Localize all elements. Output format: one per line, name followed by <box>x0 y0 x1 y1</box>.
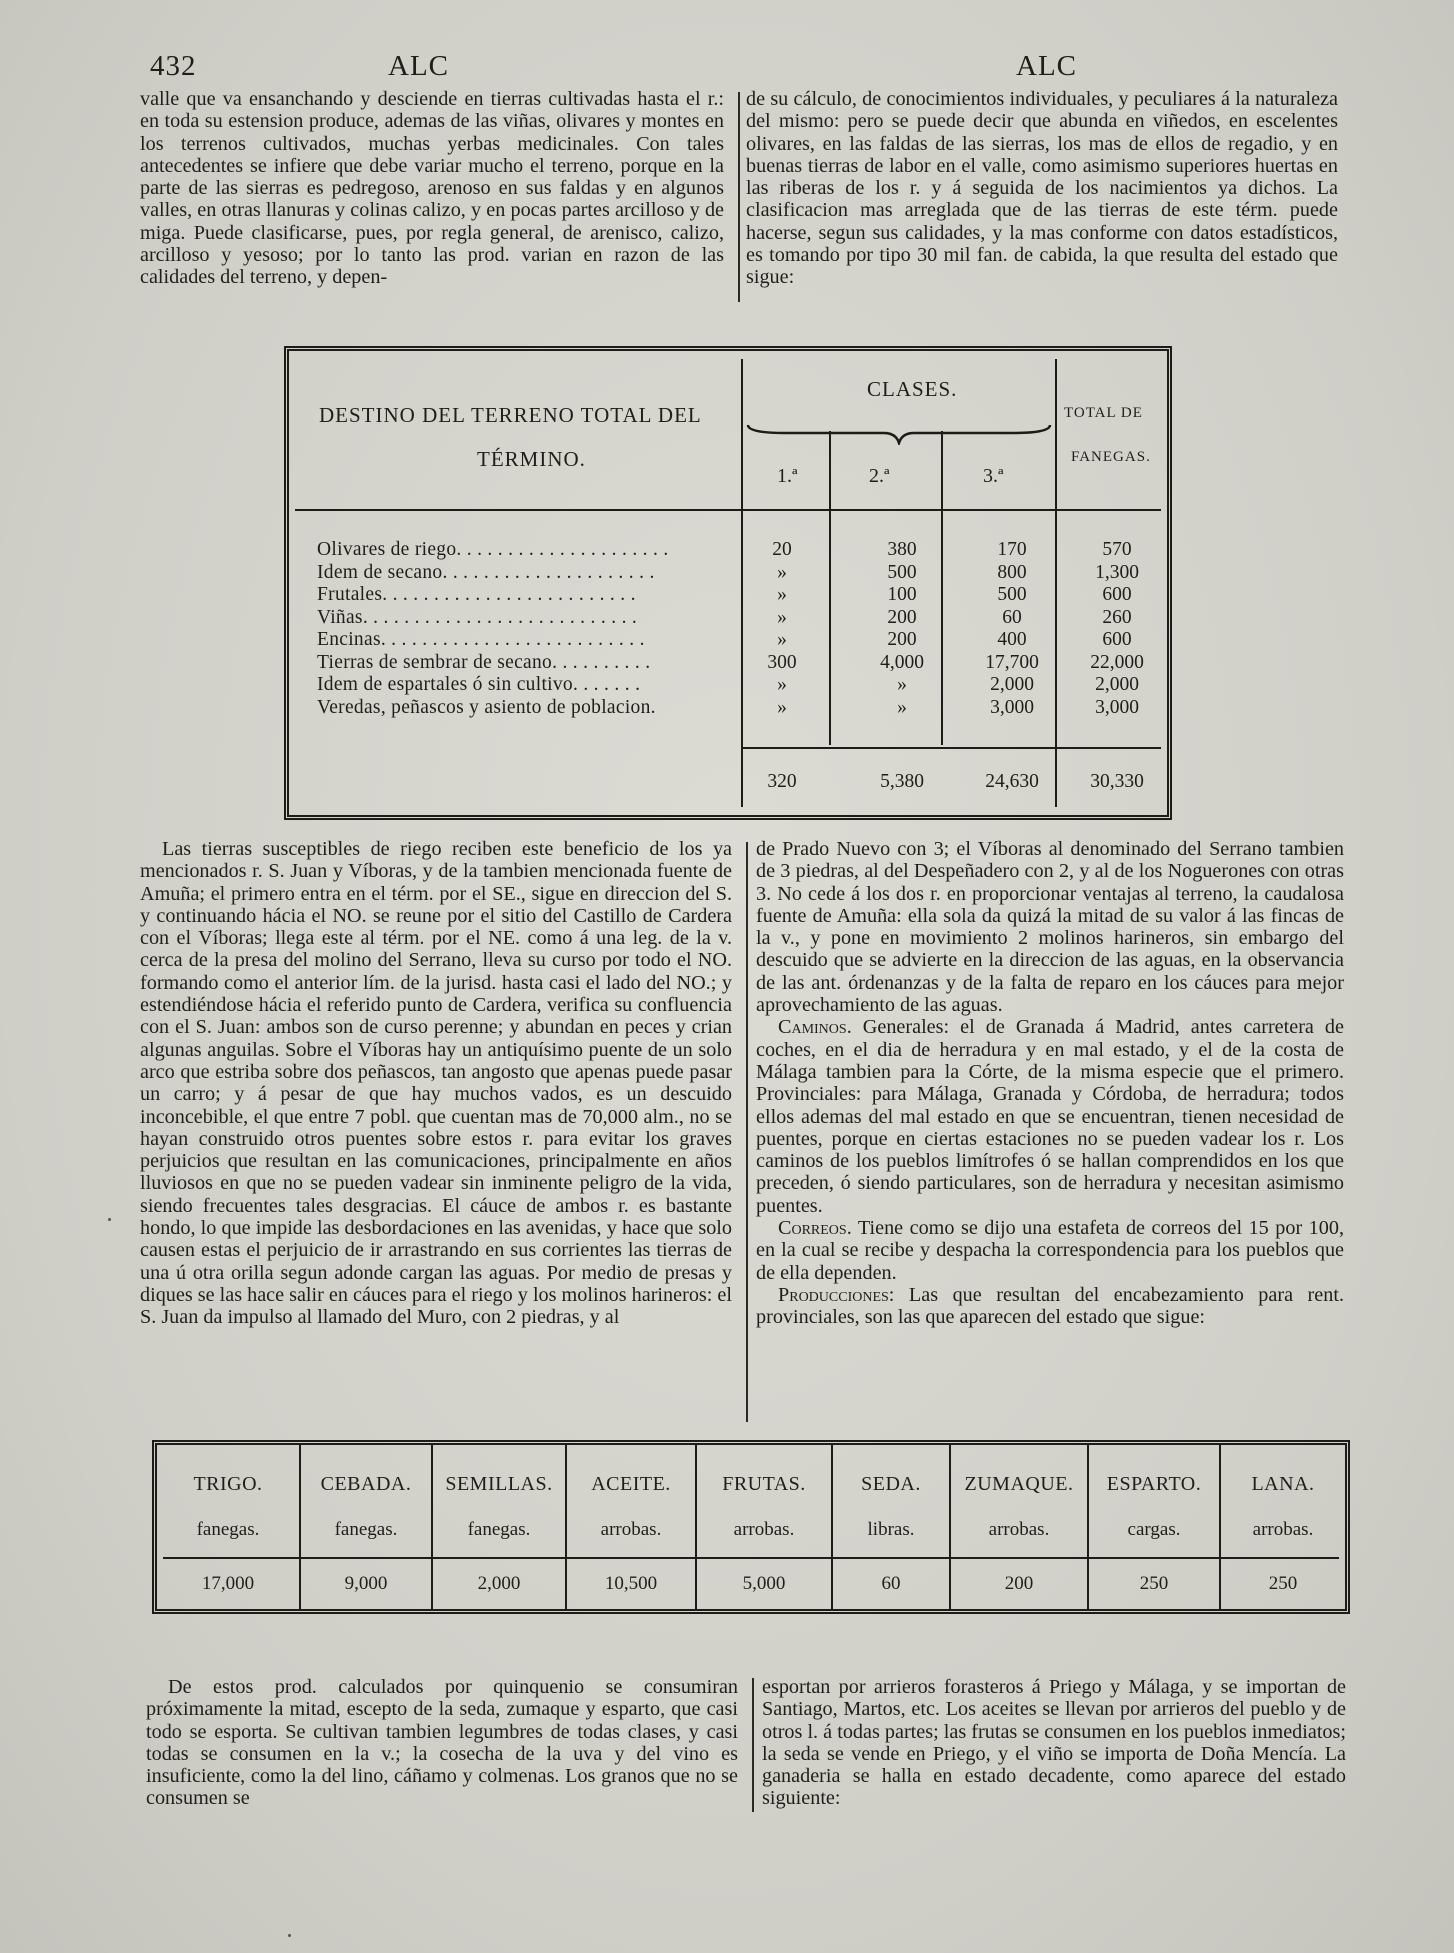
class-1-value: » <box>777 584 787 605</box>
class-2-value: 4,000 <box>880 651 924 673</box>
class-3-total: 24,630 <box>985 771 1039 792</box>
products-table <box>152 1440 1350 1614</box>
product-unit: fanegas. <box>334 1519 398 1540</box>
product-name: ZUMAQUE. <box>964 1473 1074 1495</box>
totals-row <box>317 771 1159 795</box>
producciones-text: Las que resultan del encabezamiento para rent. provinciales, son las que aparecen del estado que sigue: <box>756 1283 1344 1329</box>
product-value: 2,000 <box>477 1573 521 1594</box>
class-2-value: 200 <box>887 606 917 628</box>
product-name: ESPARTO. <box>1106 1473 1202 1495</box>
termino-heading: TÉRMINO. <box>477 447 586 471</box>
middle-right-column <box>756 838 1344 1329</box>
product-name: SEMILLAS. <box>445 1473 553 1495</box>
caminos-heading: Caminos. <box>778 1016 852 1039</box>
class-1-value: » <box>777 629 787 650</box>
top-left-column <box>140 88 724 289</box>
class-1-value: » <box>777 561 787 583</box>
table-row <box>317 562 1159 585</box>
top-right-paragraph: de su cálculo, de conocimientos individuales, y peculiares á la naturaleza del mismo: pero se puede decir que abunda en viñedos, en escelentes olivares, en las faldas de las sierras, los mas de ellos de regadio, y en buenas tierras de labor en el valle, como asimismo superiores huertas en las riberas de los r. y á seguida de los nacimientos ya dichos. La clasificacion mas arreglada que de las tierras de este térm. puede hacerse, segun sus calidades, y la mas conforme con datos estadísticos, es tomando por tipo 30 mil fan. de cabida, la que resulta del estado que sigue: <box>746 88 1338 289</box>
class-3-value: 60 <box>1002 606 1022 628</box>
fanegas-heading: FANEGAS. <box>1071 449 1151 465</box>
mills-paragraph: de Prado Nuevo con 3; el Víboras al denominado del Serrano tambien de 3 piedras, al del Despeñadero con 2, y al de los Noguerones con otras 3. No cede á los dos r. en proporcionar ventajas al terreno, la caudalosa fuente de Amuña: ella sola da quizá la mitad de su valor á las fincas de la v., y pone en movimiento 2 molinos harineros, sin embargo del descuido que se advierte en la direccion de las aguas, en la observancia de las ant. órdenanzas y de la falta de reparo en los cáuces para mejor aprovechamiento de las aguas. <box>756 838 1344 1017</box>
running-head-left: ALC <box>388 50 449 82</box>
row-label: Olivares de riego. . . . . . . . . . . . . . . . . . . . . <box>317 539 669 560</box>
product-column <box>1221 1445 1345 1609</box>
class-3-value: 17,700 <box>985 651 1039 673</box>
page-number: 432 <box>150 50 197 82</box>
producciones-heading: Producciones: <box>778 1283 895 1306</box>
table-row <box>317 539 1159 562</box>
rivers-paragraph: Las tierras susceptibles de riego reciben este beneficio de los ya mencionados r. S. Juan y Víboras, y de la tambien mencionada fuente de Amuña; el primero entra en el térm. por el SE., sigue en direccion del S. y continuando hácia el NO. se reune por el sitio del Castillo de Cardera con el Víboras; llega este al térm. por el NE. como á una leg. de la v. cerca de la presa del molino del Serrano, lleva su curso por todo el NO. formando como el anterior lím. de la jurisd. hasta casi el lado del NO.; y estendiéndose hácia el referido punto de Cardera, verifica su confluencia con el S. Juan: ambos son de curso perenne; y abundan en peces y crian algunas anguilas. Sobre el Víboras hay un antiquísimo puente de un solo arco que estriba sobre dos peñascos, tan angosto que apenas puede pasar un carro; y á pesar de que hay muchos vados, es un descuido inconcebible, el que entre 7 pobl. que cuentan mas de 70,000 alm., no se hayan construido otros puentes sobre estos r. para evitar los graves perjuicios que resultan en las comunicaciones, principalmente en años lluviosos en que no se pueden vadear sin inminente peligro de la vida, siendo frecuentes tales desgracias. El cáuce de ambos r. es bastante hondo, lo que impide las desbordaciones en las avenidas, y hace que solo causen estas el perjuicio de ir arrastrando en sus corrientes las tierras de una ú otra orilla segun adonde cargan las aguas. Por medio de presas y diques se las hace salir en cáuces para el riego y los molinos harineros: el S. Juan da impulso al llamado del Muro, con 2 piedras, y al <box>140 838 732 1329</box>
table-row <box>317 697 1159 720</box>
caminos-text: Generales: el de Granada á Madrid, antes carretera de coches, en el dia de herradura y en mal estado, y el de la costa de Málaga tambien para la Córte, de la misma especie que el primero. Provinciales: para Málaga, Granada y Córdoba, de herradura; todos ellos ademas del mal estado en que se encuentran, tienen necesidad de puentes, porque en ciertas estaciones no se pueden vadear los r. Los caminos de los pueblos limítrofes ó se hallan comprendidos en los que preceden, ó siendo particulares, son de herradura y necesitan asimismo puentes. <box>756 1016 1344 1217</box>
destino-heading: DESTINO DEL TERRENO TOTAL DEL <box>319 403 702 427</box>
class-2-value: 100 <box>887 584 917 605</box>
bottom-left-column <box>146 1676 738 1810</box>
column-divider-middle <box>746 842 748 1422</box>
table-row <box>317 652 1159 675</box>
total-heading: TOTAL DE <box>1064 405 1143 421</box>
row-total: 1,300 <box>1095 561 1139 583</box>
row-total: 260 <box>1102 606 1132 628</box>
ink-speck <box>108 1218 111 1221</box>
product-column <box>951 1445 1089 1609</box>
product-name: FRUTAS. <box>722 1473 806 1495</box>
row-total: 600 <box>1102 584 1132 605</box>
clases-heading: CLASES. <box>867 377 958 401</box>
product-value: 9,000 <box>344 1573 388 1594</box>
product-name: TRIGO. <box>193 1473 263 1495</box>
table-row <box>317 629 1159 652</box>
running-head-right: ALC <box>1016 50 1077 82</box>
class-3-value: 2,000 <box>990 674 1034 695</box>
class-1-value: » <box>777 674 787 695</box>
top-left-paragraph: valle que va ensanchando y desciende en tierras cultivadas hasta el r.: en toda su estension produce, ademas de las viñas, olivares y montes en los terrenos cultivados, muchas yerbas medicinales. Con tales antecedentes se infiere que debe variar mucho el terreno, porque en la parte de las sierras es pedregoso, arenoso en sus faldas y en algunos valles, en otras llanuras y colinas calizo, y en pocas partes arcilloso y de miga. Puede clasificarse, pues, por regla general, de arenisco, calizo, arcilloso y yesoso; por lo tanto las prod. varian en razon de las calidades del terreno, y depen- <box>140 88 724 289</box>
product-value: 17,000 <box>201 1573 255 1594</box>
table-row <box>317 674 1159 697</box>
product-value: 10,500 <box>604 1573 658 1594</box>
class-1-heading: 1.ª <box>777 465 798 487</box>
product-unit: arrobas. <box>600 1519 662 1540</box>
top-right-column <box>746 88 1338 289</box>
table-rule <box>741 747 1161 749</box>
table-row <box>317 607 1159 630</box>
product-name: LANA. <box>1251 1473 1315 1495</box>
row-total: 22,000 <box>1090 651 1144 673</box>
row-label: Idem de espartales ó sin cultivo. . . . . . . <box>317 674 641 695</box>
brace-icon <box>744 421 1054 445</box>
class-2-heading: 2.ª <box>869 465 890 487</box>
row-total: 2,000 <box>1095 674 1139 695</box>
product-value: 60 <box>881 1573 901 1594</box>
product-unit: arrobas. <box>1252 1519 1314 1540</box>
product-name: SEDA. <box>861 1473 921 1495</box>
class-3-value: 400 <box>997 629 1027 650</box>
table-rule <box>295 509 1161 511</box>
class-1-total: 320 <box>767 771 797 792</box>
product-name: CEBADA. <box>320 1473 412 1495</box>
correos-text: Tiene como se dijo una estafeta de correos del 15 por 100, en la cual se recibe y despacha la correspondencia para los pueblos que de ella dependen. <box>756 1217 1344 1284</box>
row-total: 3,000 <box>1095 696 1139 718</box>
product-column <box>157 1445 301 1609</box>
product-unit: cargas. <box>1127 1519 1181 1540</box>
row-label: Viñas. . . . . . . . . . . . . . . . . . . . . . . . . . . <box>317 606 638 628</box>
product-value: 5,000 <box>742 1573 786 1594</box>
column-divider-bottom <box>752 1678 754 1812</box>
row-label: Encinas. . . . . . . . . . . . . . . . . . . . . . . . . . <box>317 629 645 650</box>
correos-paragraph <box>756 1217 1344 1284</box>
class-2-value: » <box>897 674 907 695</box>
table-row <box>317 584 1159 607</box>
product-value: 200 <box>1004 1573 1034 1594</box>
class-1-value: » <box>777 696 787 718</box>
class-2-value: 200 <box>887 629 917 650</box>
column-divider-top <box>738 92 740 302</box>
class-2-value: 380 <box>887 539 917 560</box>
caminos-paragraph <box>756 1016 1344 1217</box>
row-label: Idem de secano. . . . . . . . . . . . . . . . . . . . . <box>317 561 655 583</box>
correos-heading: Correos. <box>778 1217 852 1240</box>
product-unit: fanegas. <box>467 1519 531 1540</box>
class-3-heading: 3.ª <box>983 465 1004 487</box>
class-3-value: 500 <box>997 584 1027 605</box>
product-value: 250 <box>1139 1573 1169 1594</box>
product-unit: arrobas. <box>733 1519 795 1540</box>
class-2-value: 500 <box>887 561 917 583</box>
row-total: 600 <box>1102 629 1132 650</box>
class-1-value: » <box>777 606 787 628</box>
exports-paragraph: esportan por arrieros forasteros á Priego y Málaga, y se importan de Santiago, Martos, etc. Los aceites se llevan por arrieros del pueblo y de otros l. á todas partes; las frutas se consumen en los pueblos inmediatos; la seda se vende en Priego, y el viño se importa de Doña Mencía. La ganaderia se halla en estado decadente, como aparece del estado siguiente: <box>762 1676 1346 1810</box>
product-unit: fanegas. <box>196 1519 260 1540</box>
class-3-value: 3,000 <box>990 696 1034 718</box>
class-2-total: 5,380 <box>880 771 924 792</box>
class-1-value: 300 <box>767 651 797 673</box>
class-3-value: 170 <box>997 539 1027 560</box>
product-column <box>567 1445 697 1609</box>
ink-speck <box>288 1934 291 1937</box>
land-classification-table <box>284 346 1172 820</box>
grand-total: 30,330 <box>1090 771 1144 792</box>
class-2-value: » <box>897 696 907 718</box>
product-name: ACEITE. <box>591 1473 671 1495</box>
product-column <box>433 1445 567 1609</box>
product-column <box>697 1445 833 1609</box>
product-value: 250 <box>1268 1573 1298 1594</box>
product-column <box>1089 1445 1221 1609</box>
row-label: Tierras de sembrar de secano. . . . . . . . . . <box>317 651 651 673</box>
row-label: Frutales. . . . . . . . . . . . . . . . . . . . . . . . . <box>317 584 636 605</box>
row-total: 570 <box>1102 539 1132 560</box>
product-unit: arrobas. <box>988 1519 1050 1540</box>
class-1-value: 20 <box>772 539 792 560</box>
product-column <box>833 1445 951 1609</box>
row-label: Veredas, peñascos y asiento de poblacion. <box>317 696 656 718</box>
class-3-value: 800 <box>997 561 1027 583</box>
middle-left-column <box>140 838 732 1329</box>
bottom-right-column <box>762 1676 1346 1810</box>
producciones-paragraph <box>756 1284 1344 1329</box>
product-column <box>301 1445 433 1609</box>
land-table-body <box>317 539 1159 719</box>
consumption-paragraph: De estos prod. calculados por quinquenio se consumiran próximamente la mitad, escepto de la seda, zumaque y esparto, que casi todo se esporta. Se cultivan tambien legumbres de todas clases, y casi todas se consumen en la v.; la cosecha de la uva y del vino es insuficiente, como la del lino, cáñamo y colmenas. Los granos que no se consumen se <box>146 1676 738 1810</box>
product-unit: libras. <box>867 1519 915 1540</box>
